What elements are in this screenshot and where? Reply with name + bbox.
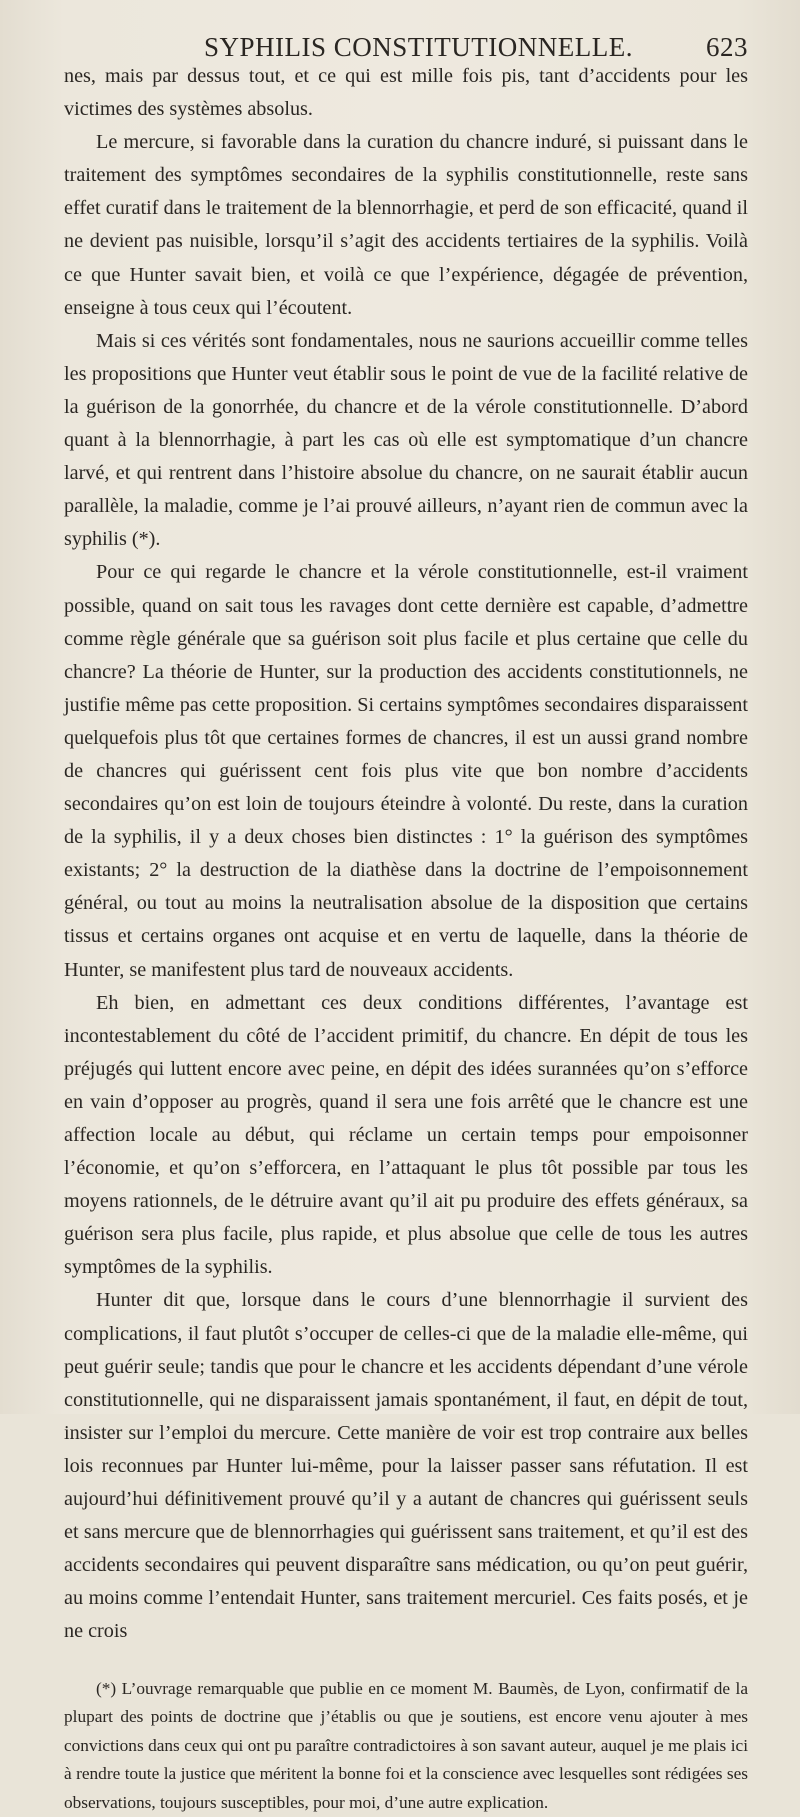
page-number: 623	[706, 32, 748, 63]
running-header	[64, 20, 748, 60]
paragraph: Eh bien, en admettant ces deux conditions différentes, l’avantage est incontestablement du côté de l’accident primitif, du chancre. En dépit de tous les préjugés qui luttent encore avec peine, en dépit des idées surannées qu’on s’efforce en vain d’opposer au progrès, quand il sera une fois arrêté que le chancre est une affection locale au début, qui réclame un certain temps pour empoisonner l’économie, et qu’on s’efforcera, en l’attaquant le plus tôt possible par tous les moyens rationnels, de le détruire avant qu’il ait pu produire des effets généraux, sa guérison sera plus facile, plus rapide, et plus absolue que celle de tous les autres symptômes de la syphilis.	[64, 987, 748, 1285]
paragraph: nes, mais par dessus tout, et ce qui est mille fois pis, tant d’accidents pour les victimes des systèmes absolus.	[64, 60, 748, 126]
paragraph: Pour ce qui regarde le chancre et la vérole constitutionnelle, est-il vraiment possible, quand on sait tous les ravages dont cette dernière est capable, d’admettre comme règle générale que sa guérison soit plus facile et plus certaine que celle du chancre? La théorie de Hunter, sur la production des accidents constitutionnels, ne justifie même pas cette proposition. Si certains symptômes secondaires disparaissent quelquefois plus tôt que certaines formes de chancres, il est un aussi grand nombre de chancres qui guérissent cent fois plus vite que bon nombre d’accidents secondaires qu’on est loin de toujours éteindre à volonté. Du reste, dans la curation de la syphilis, il y a deux choses bien distinctes : 1° la guérison des symptômes existants; 2° la destruction de la diathèse dans la doctrine de l’empoisonnement général, ou tout au moins la neutralisation absolue de la disposition que certains tissus et certains organes ont acquise et en vertu de laquelle, dans la théorie de Hunter, se manifestent plus tard de nouveaux accidents.	[64, 556, 748, 986]
paragraph: Le mercure, si favorable dans la curation du chancre induré, si puissant dans le traitement des symptômes secondaires de la syphilis constitutionnelle, reste sans effet curatif dans le traitement de la blennorrhagie, et perd de son efficacité, quand il ne devient pas nuisible, lorsqu’il s’agit des accidents tertiaires de la syphilis. Voilà ce que Hunter savait bien, et voilà ce que l’expérience, dégagée de prévention, enseigne à tous ceux qui l’écoutent.	[64, 126, 748, 325]
paragraph: Hunter dit que, lorsque dans le cours d’une blennorrhagie il survient des complications, il faut plutôt s’occuper de celles-ci que de la maladie elle-même, qui peut guérir seule; tandis que pour le chancre et les accidents dépendant d’une vérole constitutionnelle, qui ne disparaissent jamais spontanément, il faut, en dépit de tout, insister sur l’emploi du mercure. Cette manière de voir est trop contraire aux belles lois reconnues par Hunter lui-même, pour la laisser passer sans réfutation. Il est aujourd’hui définitivement prouvé qu’il y a autant de chancres qui guérissent seuls et sans mercure que de blennorrhagies qui guérissent sans traitement, et qu’il est des accidents secondaires qui peuvent disparaître sans médication, ou qu’on peut guérir, au moins comme l’entendait Hunter, sans traitement mercuriel. Ces faits posés, et je ne crois	[64, 1284, 748, 1648]
footnote	[64, 1675, 748, 1817]
footnote-text: (*) L’ouvrage remarquable que publie en ce moment M. Baumès, de Lyon, confirmatif de la plupart des points de doctrine que j’établis ou que je soutiens, est encore venu ajouter à mes convictions dans ceux qui ont pu paraître contradictoires à son savant auteur, auquel je me plais ici à rendre toute la justice que méritent la bonne foi et la conscience avec lesquelles sont rédigées ses observations, toujours susceptibles, pour moi, d’une autre explication.	[64, 1675, 748, 1817]
main-text	[64, 60, 748, 1649]
paragraph: Mais si ces vérités sont fondamentales, nous ne saurions accueillir comme telles les propositions que Hunter veut établir sous le point de vue de la facilité relative de la guérison de la gonorrhée, du chancre et de la vérole constitutionnelle. D’abord quant à la blennorrhagie, à part les cas où elle est symptomatique d’un chancre larvé, et qui rentrent dans l’histoire absolue du chancre, on ne saurait établir aucun parallèle, la maladie, comme je l’ai prouvé ailleurs, n’ayant rien de commun avec la syphilis (*).	[64, 325, 748, 557]
running-title: SYPHILIS CONSTITUTIONNELLE.	[204, 32, 633, 63]
